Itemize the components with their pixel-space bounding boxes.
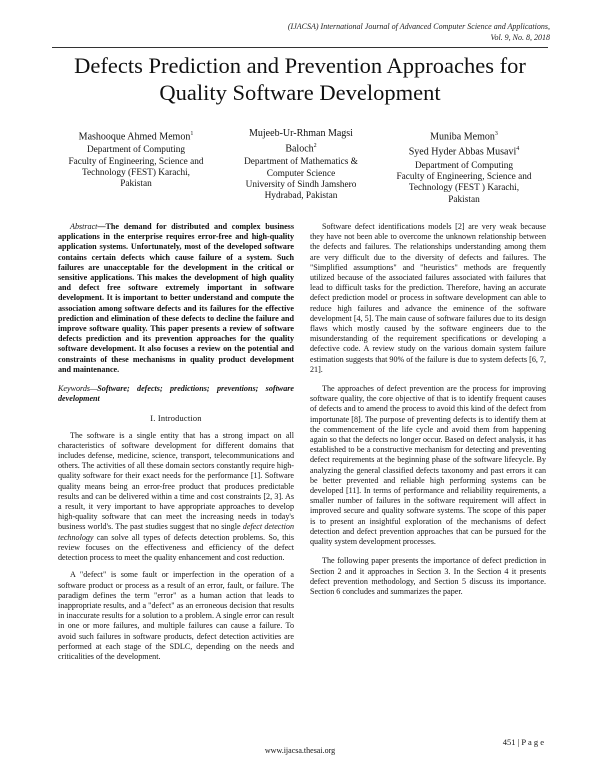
- right-paragraph-2: The approaches of defect prevention are the process for improving software quality, the core objective of that is to identify frequent causes of defects and to amend the process to avoid this kind of the defect from importunate [8]. The purpose of preventing defects is to identify them at the commencement of the life cycle and avoid them from happening again so that the defects no longer occur. Based on defect analysis, it has established to be a constructive mechanism for detecting and preventing defect requirements at the beginning phase of the software lifecycle. By analyzing the general classified defects taxonomy and past errors it can be better prevented and reliable high performing systems can be developed [11]. In terms of performance and reliability requirements, a smaller number of failures in the software requirement will affect in improved secure and quality software systems. The scope of this paper is to present an insightful exploration of the mechanisms of defect detection and defect prevention approaches that can be pursued for the quality system development processes.: [310, 384, 546, 547]
- title-line-1: Defects Prediction and Prevention Approaches for: [74, 53, 526, 78]
- journal-url: www.ijacsa.thesai.org: [264, 746, 336, 755]
- paper-title: [40, 52, 560, 106]
- journal-line-1: (IJACSA) International Journal of Advanced Computer Science and Applications,: [287, 22, 550, 31]
- author-1-affil-3: Technology (FEST) Karachi,: [81, 167, 191, 178]
- author-1-affil-4: Pakistan: [120, 179, 152, 190]
- author-1-sup: 1: [190, 131, 194, 137]
- author-2-name-2: Baloch: [285, 143, 314, 155]
- author-2-sup: 2: [313, 143, 317, 149]
- section-heading-introduction: I. Introduction: [150, 414, 202, 424]
- title-line-2: Quality Software Development: [159, 80, 441, 105]
- abstract-label: Abstract: [70, 222, 98, 231]
- author-3-affil-3: Technology (FEST ) Karachi,: [408, 183, 520, 194]
- author-3-affil-4: Pakistan: [448, 194, 480, 205]
- keywords: [58, 384, 294, 404]
- intro-paragraph-1: The software is a single entity that has a strong impact on all characteristics of software development for different domains that includes defense, medicine, science, transport, telecommunications and others. The activities of all these domain sectors constantly require high-quality software for their exact needs for the performance [1]. Software quality means being an error-free product that produces predictable results and can be delivered within a time and cost constraints [2, 3]. As a result, it very important to have appropriate approaches to develop high-quality software that can meet the increasing needs in today's business world's. The past studies suggest that no single defect detection technology can solve all types of defects detection problems. So, this review focuses on the effectiveness and efficiency of the defect detection process to meet the quality enhancement and cost reduction.: [58, 430, 294, 563]
- author-2-affil-1: Department of Mathematics &: [244, 157, 358, 168]
- right-paragraph-3: The following paper presents the importance of defect prediction in Section 2 and it approaches in Section 3. In the Section 4 it presents defect prevention methodology, and Section 5 discuss its importance. Section 6 concludes and summarizes the paper.: [310, 556, 546, 596]
- author-2-affil-3: University of Sindh Jamshero: [245, 179, 357, 190]
- author-4-name: Syed Hyder Abbas Musavi: [408, 146, 517, 158]
- author-1-affil-1: Department of Computing: [86, 145, 186, 156]
- author-3-affil-1: Department of Computing: [414, 160, 514, 171]
- author-3: [384, 128, 544, 206]
- left-column: [58, 222, 294, 662]
- author-3-name-1: Muniba Memon: [430, 131, 495, 143]
- header-rule: [52, 47, 548, 48]
- journal-header: [220, 22, 550, 43]
- author-block: [56, 128, 544, 208]
- intro-italic-term: defect detection technology: [58, 522, 294, 542]
- author-3-affil-2: Faculty of Engineering, Science and: [396, 171, 532, 182]
- author-1-name: Mashooque Ahmed Memon: [78, 131, 191, 143]
- abstract: [58, 222, 294, 375]
- author-2-affil-4: Hydrabad, Pakistan: [264, 191, 338, 202]
- author-2: [226, 128, 376, 203]
- author-1-affil-2: Faculty of Engineering, Science and: [68, 156, 204, 167]
- journal-line-2: Vol. 9, No. 8, 2018: [490, 32, 550, 42]
- page-number: 451 | P a g e: [502, 737, 544, 747]
- author-3-sup-1: 3: [494, 131, 498, 137]
- abstract-text: —The demand for distributed and complex business applications in the enterprise requires error-free and high-quality application systems. Unfortunately, most of the developed software contains certain defects which cause failure of a system. Such failures are unacceptable for the development in the critical or sensitive applications. This makes the development of high quality and defect free software extremely important in software development. It is important to better understand and compute the association among software defects and its failures for the effective prediction and elimination of these defects to decline the failure and improve software quality. This paper presents a review of software defects prediction and its prevention approaches for the quality software development. It also focuses a review on the potential and constraints of these mechanisms in quality product development and maintenance.: [58, 222, 294, 374]
- author-4-sup: 4: [516, 146, 520, 153]
- author-2-affil-2: Computer Science: [266, 168, 336, 179]
- keywords-text: Software; defects; predictions; preventions; software development: [58, 384, 294, 404]
- keywords-label: Keywords—: [58, 384, 98, 394]
- intro-paragraph-2: A "defect" is some fault or imperfection in the operation of a software product or process as a result of an error, fault, or failure. The paradigm defines the term "error" as a human action that leads to inappropriate results, and a "defect" as an erroneous decision that results in inaccurate results for a solution to a problem. A single error can result in one or more failures, and multiple failures can cause a failure. To avoid such failures in software products, defect detection activities are performed at each stage of the SDLC, depending on the needs and criticalities of the development.: [58, 570, 294, 661]
- author-1: [56, 128, 216, 191]
- right-column: [310, 222, 546, 597]
- author-2-name-1: Mujeeb-Ur-Rhman Magsi: [249, 128, 353, 139]
- right-paragraph-1: Software defect identifications models [2] are very weak because they have not been able to overcome the unknown relationship between the defects and failures. The relationships understanding among them are very difficult due to the diversity of defects and failures. The "Simplified assumptions" and "heuristics" methods are frequently utilized because of the associated failures associated with failures that lead to difficult tasks for the prediction. Therefore, having an accurate defect prediction model or process in software development can able to reduce high failures and advance the eminence of the software development [4, 5]. The main cause of software failures due to its design flaws which mostly caused by the software engineers due to the misunderstanding of the requirement specifications or developing a defective code. A review study on the various domain system failure estimation suggests that 90% of the failure is due to system defects [6, 7, 21].: [310, 222, 546, 374]
